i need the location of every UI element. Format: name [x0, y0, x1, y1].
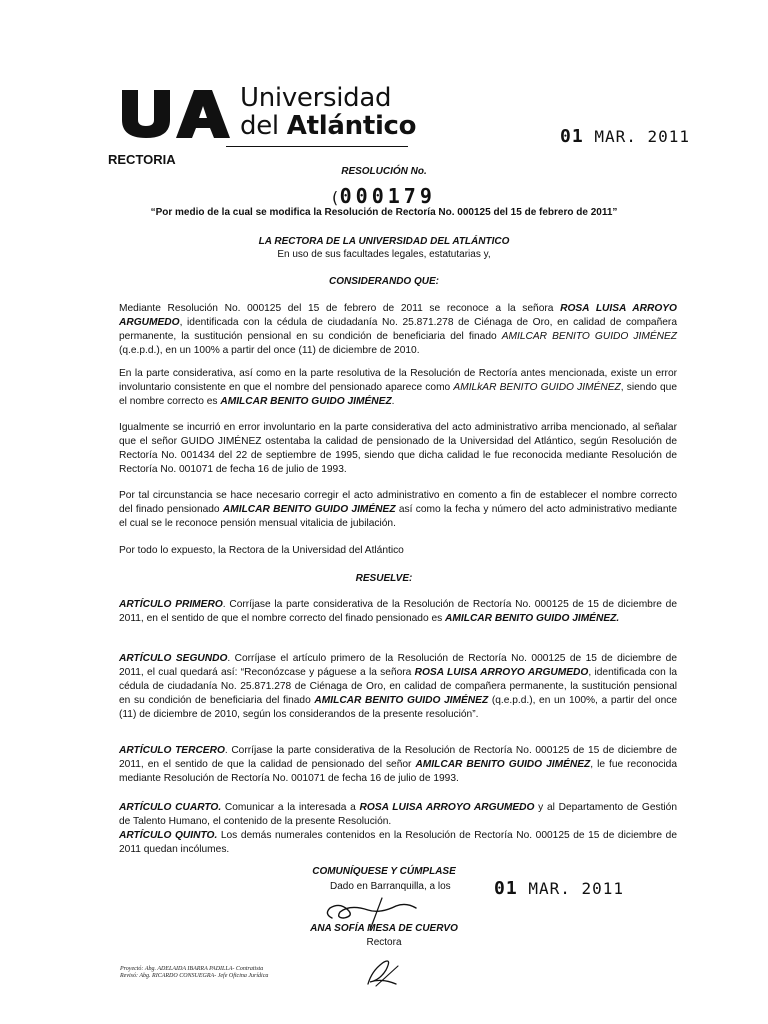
articulo-segundo: ARTÍCULO SEGUNDO. Corríjase el artículo primero de la Resolución de Rectoría No. 000125 de 15 de diciembre de 2011, el cual quedará así: “Reconózcase y páguese a la señora ROSA LUISA ARROYO ARGUMEDO, identificada con la cédula de ciudadanía No. 25.871.278 de Ciénaga de Oro, en calidad de compañera permanente, la sustitución pensional en su condición de beneficiaria del finado AMILCAR BENITO GUIDO JIMÉNEZ (q.e.p.d.), en un 100%, a partir del once (11) de diciembre de 2010, según los considerandos de la presente resolución”. — [119, 653, 678, 720]
articulo-tercero: ARTÍCULO TERCERO. Corríjase la parte considerativa de la Resolución de Rectoría No. 000125 de 15 de diciembre de 2011, en el sentido de que la calidad de pensionado del señor AMILCAR BENITO GUIDO JIMÉNEZ, le fue reconocida mediante Resolución de Rectoría No. 001071 de fecha 16 de julio de 1993. — [119, 745, 677, 784]
university-logo — [120, 84, 430, 148]
considerando-paragraph-4: Por tal circunstancia se hace necesario corregir el acto administrativo en comento a fin de establecer el nombre correcto del finado pensionado AMILCAR BENITO GUIDO JIMÉNEZ así como la fecha y número del acto administrativo mediante el cual se le reconoce pensión mensual vitalicia de jubilación. — [119, 490, 677, 529]
institution-name-line1: Universidad — [240, 83, 392, 113]
authority-powers: En uso de sus facultades legales, estatutarias y, — [277, 249, 491, 260]
resuelve-heading: RESUELVE: — [355, 573, 413, 584]
articulo-quinto: ARTÍCULO QUINTO. Los demás numerales contenidos en la Resolución de Rectoría No. 000125 de 15 de diciembre de 2011 quedan incólumes. — [119, 830, 677, 855]
dado-en-line: Dado en Barranquilla, a los — [330, 881, 451, 892]
considerando-paragraph-5: Por todo lo expuesto, la Rectora de la Universidad del Atlántico — [119, 545, 404, 556]
articulo-primero: ARTÍCULO PRIMERO. Corríjase la parte considerativa de la Resolución de Rectoría No. 000125 de 15 de diciembre de 2011, en el sentido de que el nombre correcto del finado pensionado es AMILCAR BENITO GUIDO JIMÉNEZ. — [119, 599, 677, 624]
authority-heading: LA RECTORA DE LA UNIVERSIDAD DEL ATLÁNTICO — [258, 236, 510, 247]
resolution-number: (000179 — [330, 184, 436, 208]
signer-role: Rectora — [366, 937, 402, 948]
cumplase-heading: COMUNÍQUESE Y CÚMPLASE — [312, 866, 456, 877]
considerando-heading: CONSIDERANDO QUE: — [328, 276, 439, 287]
reviso-line: Revisó: Abg. RICARDO CONSUEGRA- Jefe Oficina Jurídica — [120, 973, 269, 979]
handwritten-initials — [362, 956, 402, 988]
header-rule — [226, 146, 408, 147]
resolution-title: “Por medio de la cual se modifica la Resolución de Rectoría No. 000125 del 15 de febrero de 2011” — [150, 207, 618, 218]
stamp-date-bottom: 01 MAR. 2011 — [494, 878, 625, 899]
proyecto-line: Proyectó: Abg. ADELAIDA IBARRA PADILLA- Contratista — [120, 966, 264, 972]
signer-name: ANA SOFÍA MESA DE CUERVO — [310, 923, 458, 934]
resolution-label: RESOLUCIÓN No. — [341, 166, 427, 177]
ua-logo-mark — [120, 88, 230, 138]
institution-name-line2: del Atlántico — [240, 111, 417, 141]
office-label: RECTORIA — [108, 152, 176, 167]
stamp-date-top: 01 MAR. 2011 — [560, 126, 691, 147]
considerando-paragraph-2: En la parte considerativa, así como en la parte resolutiva de la Resolución de Rectoría antes mencionada, existe un error involuntario consistente en que el nombre del pensionado aparece como AMILkAR BENITO GUIDO JIMÉNEZ, siendo que el nombre correcto es AMILCAR BENITO GUIDO JIMÉNEZ. — [119, 368, 677, 407]
drafting-credits — [120, 966, 268, 980]
articulo-cuarto: ARTÍCULO CUARTO. Comunicar a la interesada a ROSA LUISA ARROYO ARGUMEDO y al Departamento de Gestión de Talento Humano, el contenido de la presente Resolución. — [119, 802, 678, 827]
considerando-paragraph-3: Igualmente se incurrió en error involuntario en la parte considerativa del acto administrativo arriba mencionado, al señalar que el señor GUIDO JIMÉNEZ ostentaba la calidad de pensionado de la Universidad del Atlántico, según Resolución de Rectoría No. 001434 del 22 de septiembre de 1995, siendo que dicha calidad le fue reconocida mediante Resolución de Rectoría No. 001071 de fecha 16 de julio de 1993. — [119, 422, 677, 475]
considerando-paragraph-1: Mediante Resolución No. 000125 del 15 de febrero de 2011 se reconoce a la señora ROSA LUISA ARROYO ARGUMEDO, identificada con la cédula de ciudadanía No. 25.871.278 de Ciénaga de Oro, en calidad de compañera permanente, la sustitución pensional en su condición de beneficiaria del finado AMILCAR BENITO GUIDO JIMÉNEZ (q.e.p.d.), en un 100% a partir del once (11) de diciembre de 2010. — [119, 303, 677, 356]
